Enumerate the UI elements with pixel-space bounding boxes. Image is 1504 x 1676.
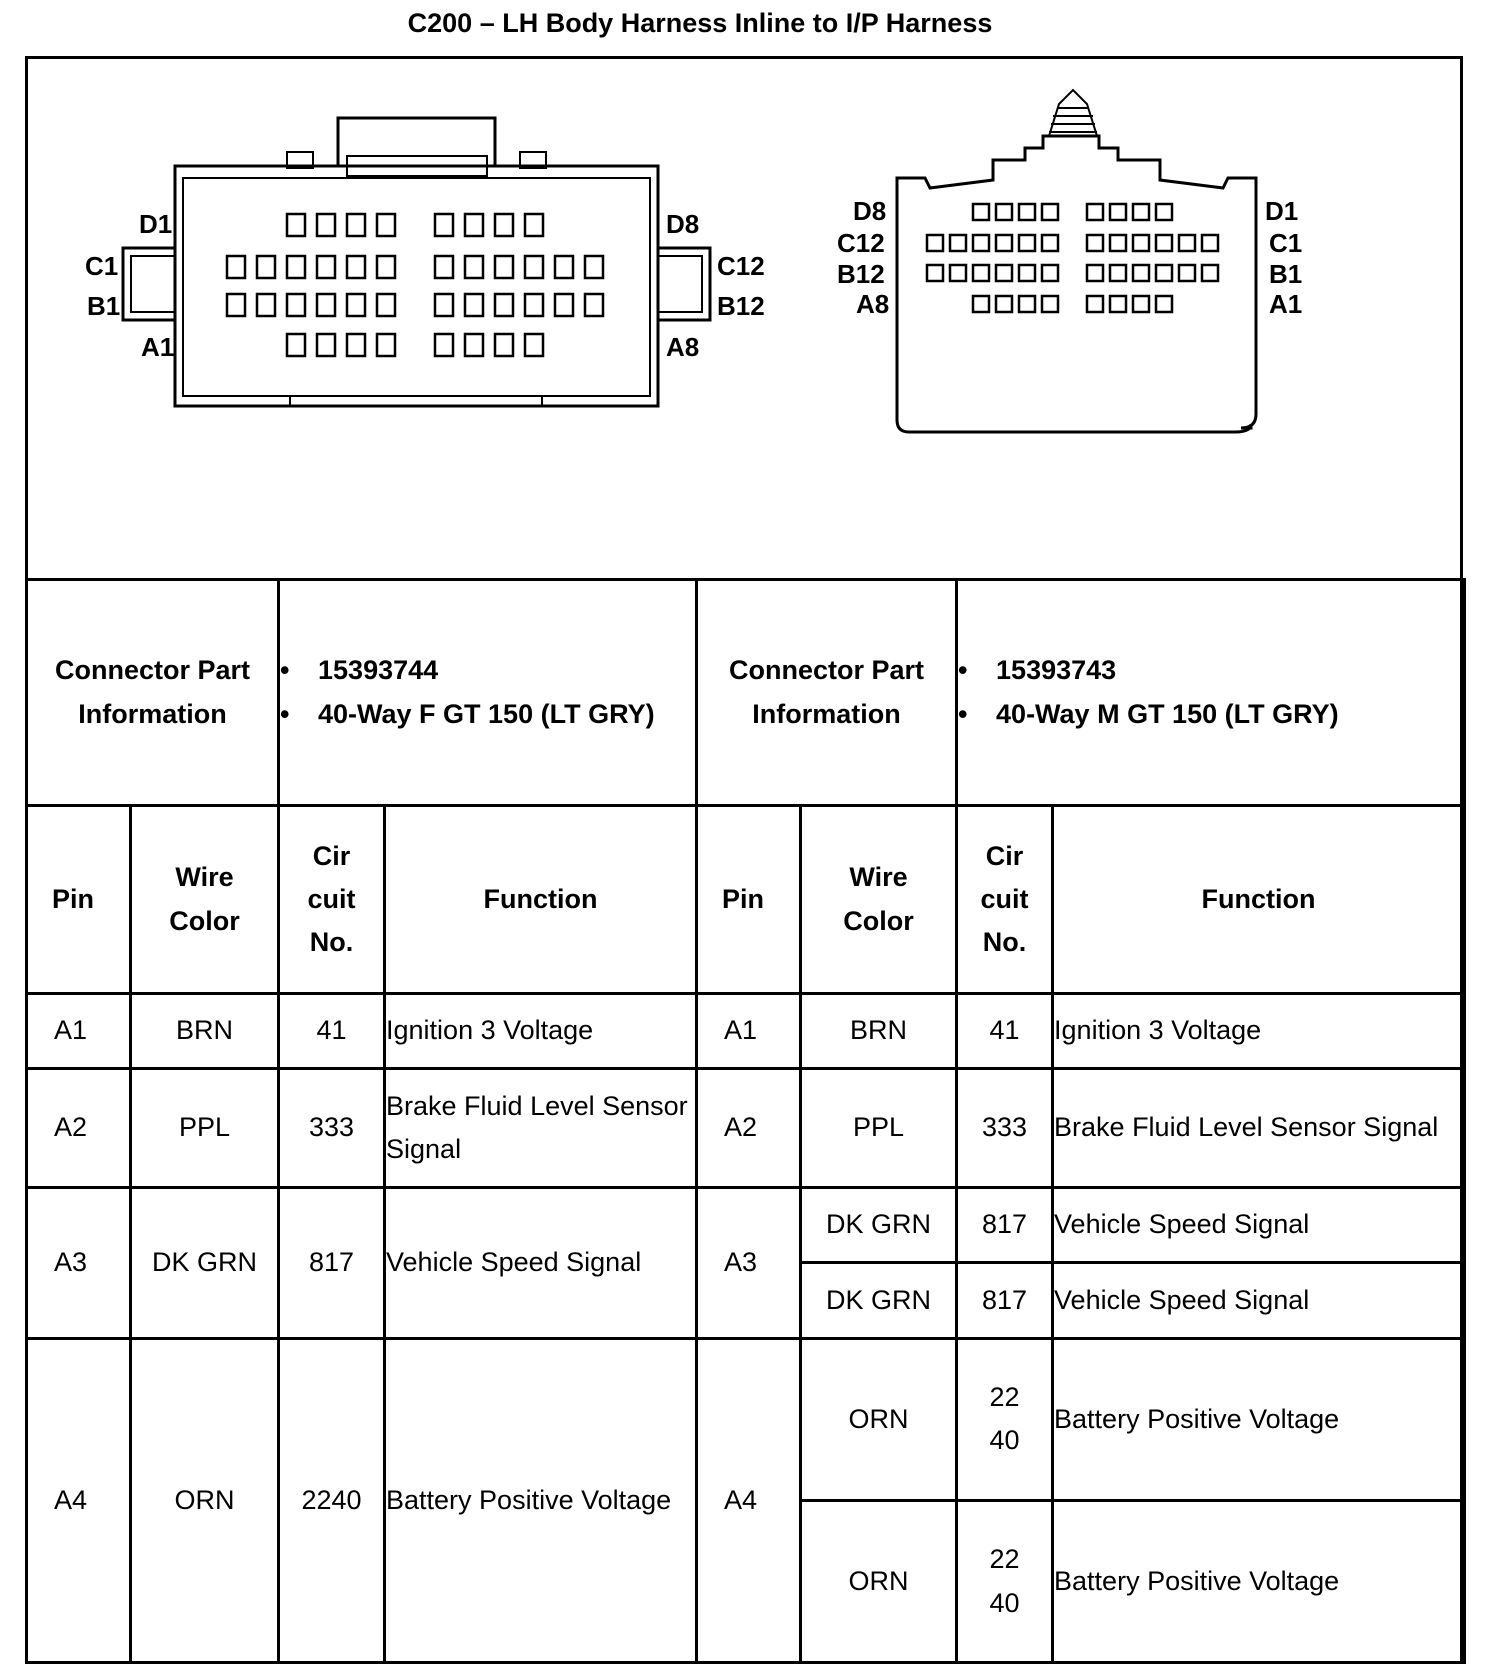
circuit-cell: 22 40: [957, 1338, 1053, 1501]
pin-cell: A3: [27, 1187, 131, 1338]
label-c1: C1: [1269, 228, 1303, 258]
circuit-cell: 333: [279, 1069, 385, 1188]
pinout-table: [25, 578, 1466, 1664]
pin-cell: A4: [27, 1338, 131, 1662]
circuit-cell: 41: [279, 993, 385, 1068]
label-a8: A8: [856, 289, 890, 319]
pin-cell: A2: [27, 1069, 131, 1188]
part-info-row: [27, 580, 1465, 806]
wire-color-cell: DK GRN: [801, 1263, 957, 1338]
label-b12: B12: [837, 259, 885, 289]
header-function: Function: [385, 806, 697, 994]
wire-color-cell: BRN: [801, 993, 957, 1068]
function-cell: Battery Positive Voltage: [385, 1338, 697, 1662]
label-b12: B12: [717, 291, 765, 321]
circuit-cell: 817: [957, 1187, 1053, 1262]
label-b1: B1: [87, 291, 121, 321]
part-info-right: [957, 580, 1465, 806]
part-info-label-left: Connector Part Information: [27, 580, 279, 806]
header-pin: Pin: [697, 806, 801, 994]
function-cell: Vehicle Speed Signal: [1053, 1263, 1465, 1338]
part-info-left: [279, 580, 697, 806]
circuit-cell: 22 40: [957, 1501, 1053, 1663]
table-row: [27, 1338, 1465, 1501]
pin-cell: A3: [697, 1187, 801, 1338]
function-cell: Ignition 3 Voltage: [385, 993, 697, 1068]
function-cell: Battery Positive Voltage: [1053, 1501, 1465, 1663]
table-row: [27, 993, 1465, 1068]
wire-color-cell: BRN: [131, 993, 279, 1068]
header-circuit: Cir cuit No.: [957, 806, 1053, 994]
wire-color-cell: ORN: [131, 1338, 279, 1662]
part-description-left: • 40-Way F GT 150 (LT GRY): [280, 693, 695, 736]
label-a1: A1: [141, 332, 175, 362]
circuit-cell: 333: [957, 1069, 1053, 1188]
function-cell: Vehicle Speed Signal: [1053, 1187, 1465, 1262]
pin-cell: A1: [697, 993, 801, 1068]
wire-color-cell: PPL: [801, 1069, 957, 1188]
table-row: [27, 1187, 1465, 1262]
circuit-cell: 41: [957, 993, 1053, 1068]
label-d1: D1: [1265, 196, 1299, 226]
header-wire-color: Wire Color: [131, 806, 279, 994]
label-a8: A8: [666, 332, 700, 362]
label-c12: C12: [837, 228, 885, 258]
function-cell: Vehicle Speed Signal: [385, 1187, 697, 1338]
column-header-row: [27, 806, 1465, 994]
label-b1: B1: [1269, 259, 1303, 289]
header-pin: Pin: [27, 806, 131, 994]
header-circuit: Cir cuit No.: [279, 806, 385, 994]
function-cell: Brake Fluid Level Sensor Signal: [1053, 1069, 1465, 1188]
pin-cell: A4: [697, 1338, 801, 1662]
label-c12: C12: [717, 251, 765, 281]
circuit-cell: 2240: [279, 1338, 385, 1662]
part-description-right: • 40-Way M GT 150 (LT GRY): [958, 693, 1463, 736]
wire-color-cell: ORN: [801, 1338, 957, 1501]
table-row: [27, 1069, 1465, 1188]
wire-color-cell: PPL: [131, 1069, 279, 1188]
part-number-right: • 15393743: [958, 649, 1463, 692]
pin-cell: A2: [697, 1069, 801, 1188]
part-number-left: • 15393744: [280, 649, 695, 692]
wire-color-cell: DK GRN: [801, 1187, 957, 1262]
function-cell: Battery Positive Voltage: [1053, 1338, 1465, 1501]
pin-cell: A1: [27, 993, 131, 1068]
part-info-label-right: Connector Part Information: [697, 580, 957, 806]
label-d8: D8: [853, 196, 887, 226]
label-d8: D8: [666, 209, 700, 239]
circuit-cell: 817: [279, 1187, 385, 1338]
function-cell: Brake Fluid Level Sensor Signal: [385, 1069, 697, 1188]
wire-color-cell: DK GRN: [131, 1187, 279, 1338]
page-title: C200 – LH Body Harness Inline to I/P Harness: [407, 8, 993, 38]
header-function: Function: [1053, 806, 1465, 994]
label-a1: A1: [1269, 289, 1303, 319]
label-c1: C1: [85, 251, 119, 281]
circuit-cell: 817: [957, 1263, 1053, 1338]
header-wire-color: Wire Color: [801, 806, 957, 994]
function-cell: Ignition 3 Voltage: [1053, 993, 1465, 1068]
wire-color-cell: ORN: [801, 1501, 957, 1663]
label-d1: D1: [139, 209, 173, 239]
